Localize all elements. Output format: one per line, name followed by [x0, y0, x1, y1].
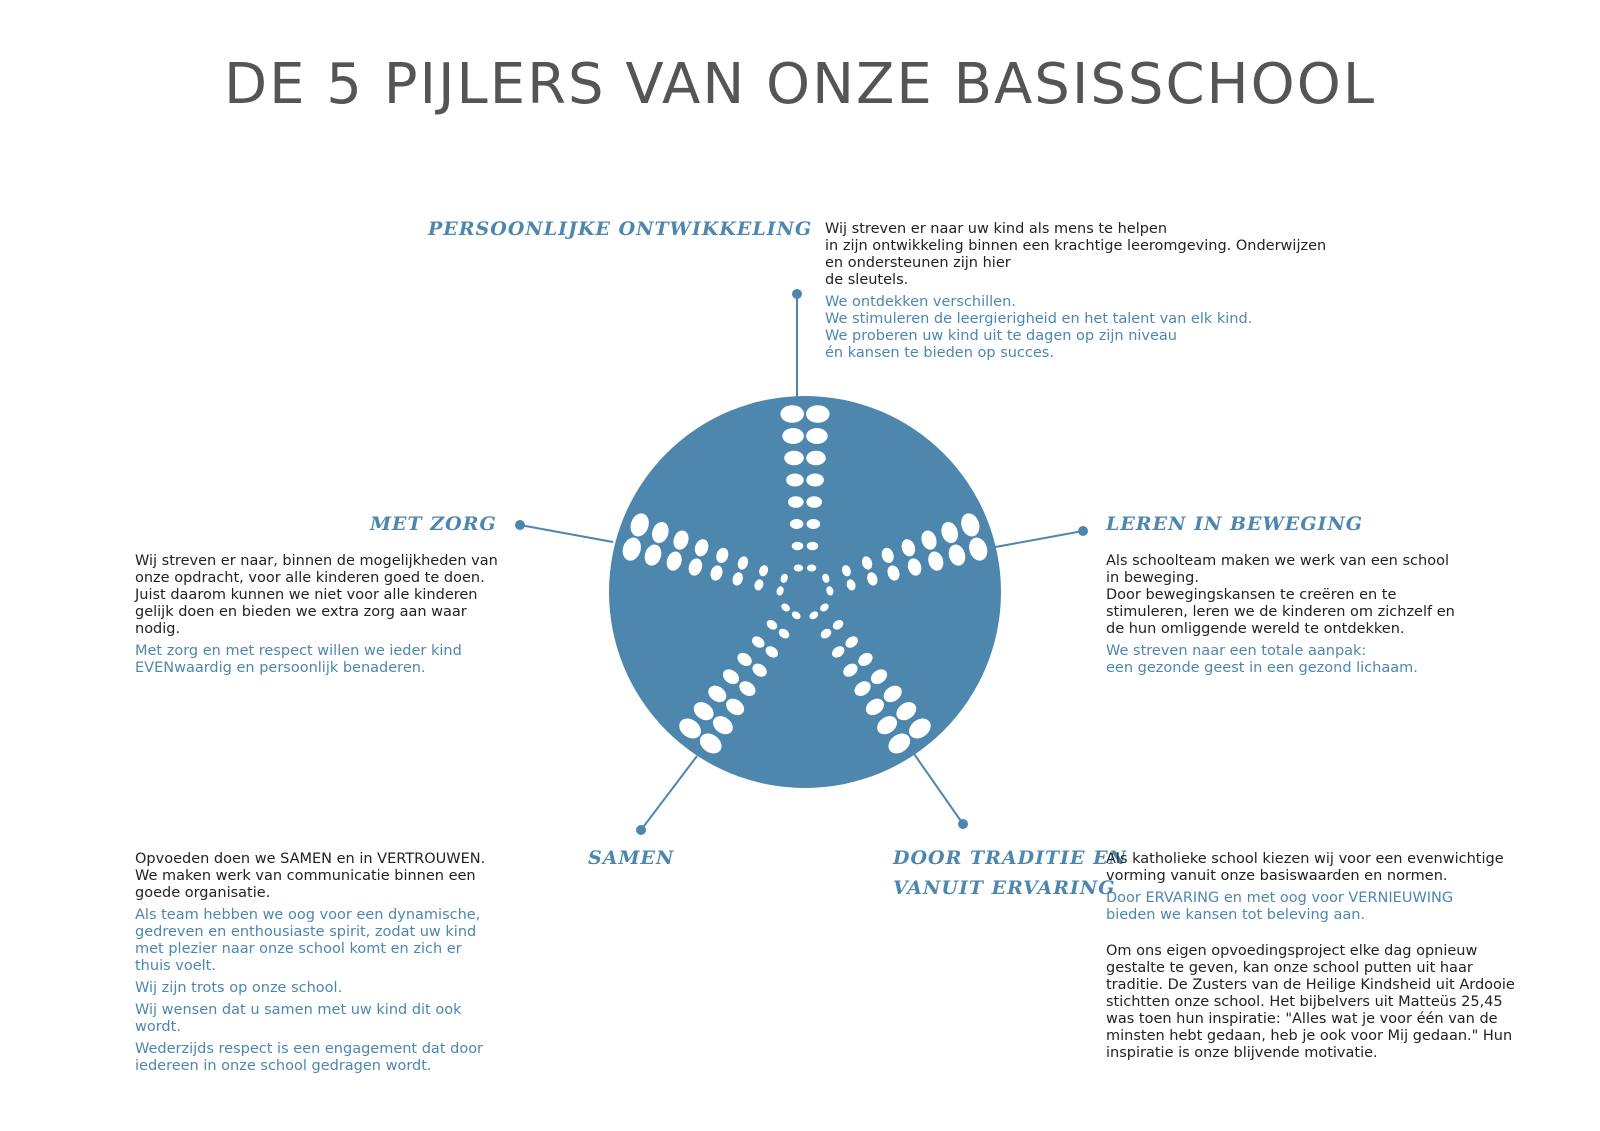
- line: met plezier naar onze school komt en zich er: [135, 941, 462, 957]
- line: stimuleren, leren we de kinderen om zichzelf en: [1106, 604, 1455, 620]
- line: Juist daarom kunnen we niet voor alle kinderen: [135, 587, 478, 603]
- text-traditie-main: [1106, 851, 1566, 885]
- connector-zorg: [520, 525, 613, 542]
- line: iedereen in onze school gedragen wordt.: [135, 1058, 432, 1074]
- heading-line: DOOR TRADITIE EN: [893, 847, 1127, 869]
- text-leren-in-beweging: [1106, 553, 1526, 682]
- pattern-dot: [807, 519, 821, 529]
- central-circle: [609, 396, 1001, 788]
- connector-dot-traditie: [959, 820, 967, 828]
- line: gestalte te geven, kan onze school putten uit haar: [1106, 960, 1473, 976]
- line: en ondersteunen zijn hier: [825, 255, 1011, 271]
- text-persoonlijk-main: [825, 221, 1385, 289]
- text-samen-accent-1: [135, 907, 555, 975]
- line: thuis voelt.: [135, 958, 216, 974]
- text-met-zorg: [135, 553, 555, 682]
- line: in beweging.: [1106, 570, 1199, 586]
- line: gedreven en enthousiaste spirit, zodat uw kind: [135, 924, 477, 940]
- pattern-dot: [784, 451, 804, 466]
- line: EVENwaardig en persoonlijk benaderen.: [135, 660, 426, 676]
- line: We stimuleren de leergierigheid en het talent van elk kind.: [825, 311, 1253, 327]
- line: stichtten onze school. Het bijbelvers uit Matteüs 25,45: [1106, 994, 1503, 1010]
- pattern-dot: [794, 565, 803, 572]
- connector-samen: [641, 756, 697, 830]
- line: We ontdekken verschillen.: [825, 294, 1016, 310]
- line: in zijn ontwikkeling binnen een krachtige leeromgeving. Onderwijzen: [825, 238, 1327, 254]
- pattern-dot: [790, 519, 804, 529]
- line: inspiratie is onze blijvende motivatie.: [1106, 1045, 1378, 1061]
- line: Door bewegingskansen te creëren en te: [1106, 587, 1397, 603]
- connector-dot-beweging: [1079, 527, 1087, 535]
- pattern-dot: [807, 542, 818, 551]
- line: We proberen uw kind uit te dagen op zijn niveau: [825, 328, 1178, 344]
- line: onze opdracht, voor alle kinderen goed te doen.: [135, 570, 485, 586]
- text-beweging-accent: [1106, 643, 1526, 677]
- line: Wij wensen dat u samen met uw kind dit ook: [135, 1002, 462, 1018]
- heading-samen: SAMEN: [588, 847, 675, 869]
- line: de sleutels.: [825, 272, 909, 288]
- line: Wij streven er naar uw kind als mens te helpen: [825, 221, 1168, 237]
- line: Als team hebben we oog voor een dynamische,: [135, 907, 481, 923]
- pattern-dot: [792, 542, 803, 551]
- line: We maken werk van communicatie binnen een: [135, 868, 476, 884]
- line: Als katholieke school kiezen wij voor een evenwichtige: [1106, 851, 1504, 867]
- heading-door-traditie-vanuit-ervaring: [893, 843, 1127, 903]
- text-door-traditie: [1106, 851, 1566, 1067]
- heading-persoonlijke-ontwikkeling: PERSOONLIJKE ONTWIKKELING: [428, 218, 813, 240]
- pattern-dot: [806, 496, 822, 508]
- connector-dot-samen: [637, 826, 645, 834]
- line: Wij zijn trots op onze school.: [135, 980, 343, 996]
- text-samen-main: [135, 851, 555, 902]
- pattern-dot: [806, 405, 830, 423]
- line: Wederzijds respect is een engagement dat door: [135, 1041, 484, 1057]
- line: minsten hebt gedaan, heb je ook voor Mij gedaan." Hun: [1106, 1028, 1513, 1044]
- text-zorg-main: [135, 553, 555, 638]
- pattern-dot: [806, 451, 826, 466]
- page-title: DE 5 PIJLERS VAN ONZE BASISSCHOOL: [223, 52, 1377, 117]
- line: Door ERVARING en met oog voor VERNIEUWING: [1106, 890, 1454, 906]
- pattern-dot: [782, 428, 804, 444]
- connector-traditie: [912, 751, 963, 824]
- line: Als schoolteam maken we werk van een school: [1106, 553, 1449, 569]
- pattern-dot: [786, 474, 804, 487]
- connector-dot-persoonlijk: [793, 290, 801, 298]
- text-persoonlijk-accent: [825, 294, 1385, 362]
- pattern-dot: [788, 496, 804, 508]
- pattern-dot: [780, 405, 804, 423]
- line: vorming vanuit onze basiswaarden en normen.: [1106, 868, 1448, 884]
- heading-leren-in-beweging: LEREN IN BEWEGING: [1106, 513, 1364, 535]
- line: de hun omliggende wereld te ontdekken.: [1106, 621, 1405, 637]
- line: bieden we kansen tot beleving aan.: [1106, 907, 1366, 923]
- line: traditie. De Zusters van de Heilige Kindsheid uit Ardooie: [1106, 977, 1515, 993]
- text-samen-accent-2: [135, 980, 555, 997]
- line: Om ons eigen opvoedingsproject elke dag opnieuw: [1106, 943, 1478, 959]
- connector-beweging: [990, 531, 1083, 548]
- heading-met-zorg: MET ZORG: [370, 513, 497, 535]
- text-samen-accent-3: [135, 1002, 555, 1036]
- line: goede organisatie.: [135, 885, 271, 901]
- text-zorg-accent: [135, 643, 555, 677]
- line: gelijk doen en bieden we extra zorg aan waar: [135, 604, 467, 620]
- text-beweging-main: [1106, 553, 1526, 638]
- pattern-dot: [807, 565, 816, 572]
- connector-dot-zorg: [516, 521, 524, 529]
- line: Opvoeden doen we SAMEN en in VERTROUWEN.: [135, 851, 486, 867]
- text-traditie-accent: [1106, 890, 1566, 924]
- heading-line: VANUIT ERVARING: [893, 877, 1116, 899]
- line: wordt.: [135, 1019, 181, 1035]
- text-persoonlijke-ontwikkeling: [825, 221, 1385, 367]
- text-traditie-history: [1106, 943, 1566, 1062]
- spacer: [1106, 929, 1566, 943]
- line: Wij streven er naar, binnen de mogelijkheden van: [135, 553, 498, 569]
- pattern-dot: [806, 474, 824, 487]
- pattern-dot: [806, 428, 828, 444]
- line: Met zorg en met respect willen we ieder kind: [135, 643, 462, 659]
- line: én kansen te bieden op succes.: [825, 345, 1054, 361]
- text-samen-accent-4: [135, 1041, 555, 1075]
- line: was toen hun inspiratie: "Alles wat je voor één van de: [1106, 1011, 1498, 1027]
- line: nodig.: [135, 621, 181, 637]
- line: een gezonde geest in een gezond lichaam.: [1106, 660, 1418, 676]
- line: We streven naar een totale aanpak:: [1106, 643, 1367, 659]
- text-samen: [135, 851, 555, 1080]
